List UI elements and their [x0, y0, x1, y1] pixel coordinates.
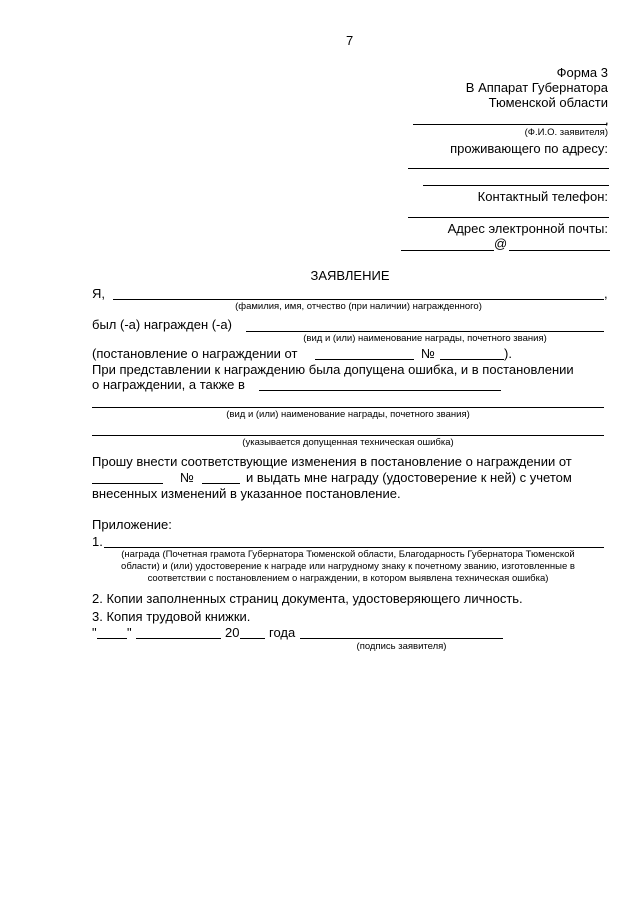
ya-comma: ,: [604, 286, 608, 301]
recipient-fio-line[interactable]: [113, 299, 604, 300]
decree-date-line[interactable]: [315, 359, 414, 360]
request-number-sign: №: [180, 470, 194, 485]
award-name-hint-2: (вид и (или) наименование награды, почетного звания): [226, 409, 470, 420]
year-prefix: 20: [225, 625, 240, 640]
fio-comma: ,: [605, 112, 609, 127]
attachment-3: 3. Копия трудовой книжки.: [92, 609, 251, 624]
award-name-hint: (вид и (или) наименование награды, почетного звания): [303, 333, 547, 344]
request-line-1: Прошу внести соответствующие изменения в постановление о награждении от: [92, 454, 572, 469]
signature-caption: (подпись заявителя): [356, 641, 447, 652]
document-title: ЗАЯВЛЕНИЕ: [310, 268, 390, 283]
award-name-line[interactable]: [246, 331, 604, 332]
decree-number-sign: №: [421, 346, 435, 361]
date-month-line[interactable]: [136, 638, 221, 639]
year-suffix: года: [269, 625, 296, 640]
ya-label: Я,: [92, 286, 105, 301]
email-line-right[interactable]: [509, 250, 610, 251]
attachments-heading: Приложение:: [92, 517, 172, 532]
attachment-1-hint-3: соответствии с постановлением о награждении, в котором выявлена техническая ошибка): [147, 573, 549, 584]
address-label: проживающего по адресу:: [450, 141, 608, 156]
recipient-fio-hint: (фамилия, имя, отчество (при наличии) награжденного): [235, 301, 482, 312]
decree-from-label: (постановление о награждении от: [92, 346, 298, 361]
email-at-sign: @: [494, 236, 508, 251]
form-number: Форма 3: [556, 65, 608, 80]
error-text-line-2: о награждении, а также в: [92, 377, 245, 392]
technical-error-hint: (указывается допущенная техническая ошибка): [242, 437, 454, 448]
recipient-line-2: Тюменской области: [488, 95, 608, 110]
fio-applicant-caption: (Ф.И.О. заявителя): [524, 127, 608, 138]
awarded-label: был (-а) награжден (-а): [92, 317, 232, 332]
request-number-line[interactable]: [202, 483, 240, 484]
page-number: 7: [346, 33, 354, 48]
error-location-line[interactable]: [259, 390, 501, 391]
attachment-2: 2. Копии заполненных страниц документа, удостоверяющего личность.: [92, 591, 523, 606]
attachment-1-number: 1.: [92, 534, 103, 549]
phone-line[interactable]: [408, 217, 609, 218]
date-day-line[interactable]: [97, 638, 127, 639]
request-line-3: внесенных изменений в указанное постановление.: [92, 486, 401, 501]
technical-error-line[interactable]: [92, 435, 604, 436]
attachment-1-hint-1: (награда (Почетная грамота Губернатора Тюменской области, Благодарность Губернатора Тюменской: [121, 549, 575, 560]
signature-line[interactable]: [300, 638, 503, 639]
attachment-1-line[interactable]: [104, 547, 604, 548]
fio-applicant-line[interactable]: [413, 124, 607, 125]
recipient-line-1: В Аппарат Губернатора: [465, 80, 608, 95]
error-text-line-1: При представлении к награждению была допущена ошибка, и в постановлении: [92, 362, 574, 377]
request-line-2: и выдать мне награду (удостоверение к ней) с учетом: [246, 470, 572, 485]
date-open-quote: ": [92, 625, 97, 640]
year-line[interactable]: [240, 638, 265, 639]
email-label: Адрес электронной почты:: [447, 221, 608, 236]
date-close-quote: ": [127, 625, 132, 640]
attachment-1-hint-2: области) и (или) удостоверение к награде или нагрудному знаку к почетному званию, изготовленные в: [121, 561, 575, 572]
award-name-line-2[interactable]: [92, 407, 604, 408]
email-line-left[interactable]: [401, 250, 494, 251]
phone-label: Контактный телефон:: [477, 189, 608, 204]
request-date-line[interactable]: [92, 483, 163, 484]
decree-number-line[interactable]: [440, 359, 504, 360]
address-line-2[interactable]: [423, 185, 609, 186]
decree-close: ).: [504, 346, 512, 361]
address-line-1[interactable]: [408, 168, 609, 169]
